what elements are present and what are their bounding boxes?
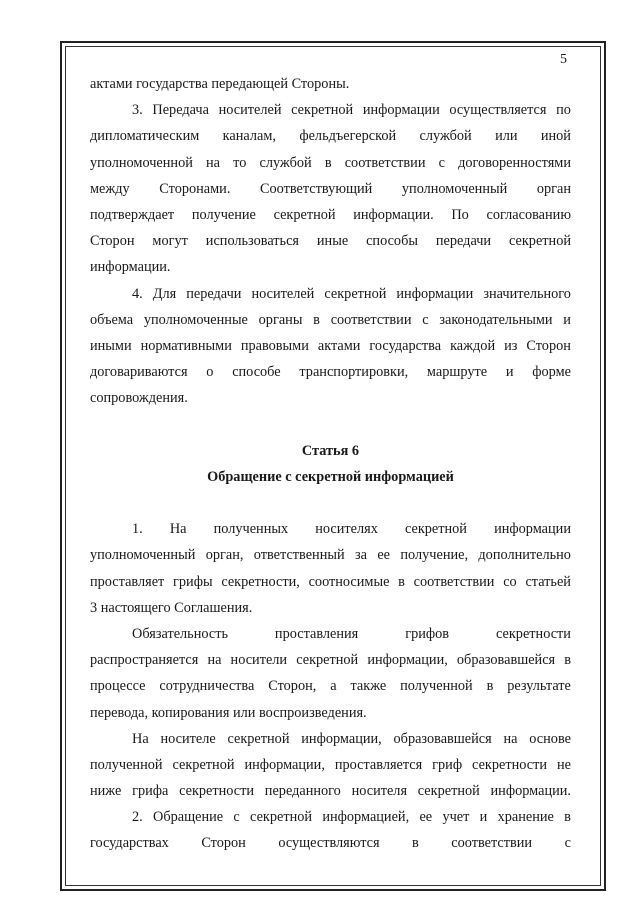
word: передачи xyxy=(435,233,492,250)
word: фельдъегерской xyxy=(299,128,397,145)
word: ответственный xyxy=(253,547,345,564)
word: уполномоченные xyxy=(143,311,248,328)
word: Обращение xyxy=(153,809,224,826)
word: ее xyxy=(419,809,433,826)
word: Сторон, xyxy=(268,678,317,695)
text-line: перевода, копирования или воспроизведения. xyxy=(90,704,367,721)
word: носителе xyxy=(160,730,216,747)
word: грифов xyxy=(405,625,450,642)
article-heading: Статья 6 xyxy=(301,442,360,459)
word: подтверждает xyxy=(90,206,175,223)
word: носителя xyxy=(351,783,408,800)
text-line xyxy=(90,830,571,856)
word: гриф xyxy=(432,756,463,773)
word: получение xyxy=(191,206,256,223)
word: информации, xyxy=(244,756,325,773)
word: транспортировки, xyxy=(299,364,409,381)
word: государства xyxy=(369,337,442,354)
word: грифа xyxy=(132,783,169,800)
word: секретной xyxy=(227,730,290,747)
word: носителей xyxy=(251,285,315,302)
word: маршруте xyxy=(426,364,488,381)
word: на xyxy=(503,730,518,747)
word: Сторон xyxy=(201,835,246,852)
word: орган, xyxy=(205,547,244,564)
word: форме xyxy=(532,364,571,381)
word: секретной xyxy=(508,233,571,250)
word: договариваются xyxy=(90,364,188,381)
word: на xyxy=(206,154,221,171)
article-heading: Обращение с секретной информацией xyxy=(207,468,454,485)
word: согласованию xyxy=(486,206,571,223)
word: соответствии xyxy=(330,311,412,328)
word: ниже xyxy=(90,783,122,800)
word: статьей xyxy=(525,573,571,590)
blank-line xyxy=(90,490,571,516)
word: со xyxy=(503,573,517,590)
text-line xyxy=(90,281,571,307)
word: Сторон xyxy=(526,337,571,354)
text-line xyxy=(90,726,571,752)
word: получение, xyxy=(400,547,469,564)
word: хранение xyxy=(497,809,554,826)
word: секретной xyxy=(250,809,313,826)
word: в xyxy=(412,835,419,852)
word: в xyxy=(313,311,320,328)
word: основе xyxy=(529,730,571,747)
word: из xyxy=(504,337,518,354)
word: распространяется xyxy=(90,652,199,669)
word: носителей xyxy=(218,102,282,119)
word: также xyxy=(350,678,387,695)
word: иной xyxy=(540,128,571,145)
word: и xyxy=(505,364,514,381)
word: ее xyxy=(377,547,391,564)
word: Передача xyxy=(152,102,209,119)
word: каналам, xyxy=(222,128,276,145)
text-line xyxy=(90,542,571,568)
text-line xyxy=(90,569,571,595)
word: Обязательность xyxy=(132,625,228,642)
word: учет xyxy=(442,809,470,826)
word: результате xyxy=(507,678,571,695)
word: с xyxy=(233,809,240,826)
word: секретной xyxy=(324,285,387,302)
text-line xyxy=(90,359,571,385)
word: соответствии xyxy=(344,154,426,171)
word: На xyxy=(132,730,149,747)
word: на xyxy=(207,652,222,669)
word: то xyxy=(233,154,247,171)
word: уполномоченной xyxy=(90,154,193,171)
word: информации xyxy=(396,285,474,302)
word: государствах xyxy=(90,835,169,852)
page-number: 5 xyxy=(560,52,567,67)
word: Для xyxy=(152,285,177,302)
text-line xyxy=(90,307,571,333)
text-line xyxy=(90,176,571,202)
text-line xyxy=(90,778,571,804)
document-body xyxy=(90,71,571,857)
word: образовавшейся xyxy=(456,652,556,669)
word: секретности xyxy=(496,625,571,642)
word: или xyxy=(495,128,518,145)
word: договоренностями xyxy=(458,154,571,171)
word: По xyxy=(451,206,469,223)
text-line xyxy=(90,673,571,699)
word: секретной xyxy=(404,521,467,538)
word: в xyxy=(398,573,405,590)
word: 4. xyxy=(132,285,143,302)
word: в xyxy=(324,154,332,171)
word: способе xyxy=(232,364,281,381)
text-line: актами государства передающей Стороны. xyxy=(90,76,350,92)
text-line xyxy=(90,647,571,673)
word: полученной xyxy=(90,756,163,773)
word: секретной xyxy=(291,102,354,119)
word: с xyxy=(438,154,445,171)
text-line xyxy=(90,516,571,542)
word: органы xyxy=(258,311,303,328)
word: процессе xyxy=(90,678,146,695)
word: секретной xyxy=(417,783,480,800)
word: дополнительно xyxy=(478,547,571,564)
word: значительного xyxy=(483,285,571,302)
word: проставляется xyxy=(334,756,423,773)
word: правовыми xyxy=(240,337,309,354)
word: и xyxy=(479,809,488,826)
text-line xyxy=(90,123,571,149)
word: сотрудничества xyxy=(159,678,255,695)
text-line: 3 настоящего Соглашения. xyxy=(90,599,253,616)
word: информации. xyxy=(353,206,434,223)
word: проставляет xyxy=(90,573,165,590)
word: нормативными xyxy=(140,337,232,354)
word: секретности xyxy=(472,756,548,773)
word: актами xyxy=(317,337,361,354)
word: могут xyxy=(152,233,188,250)
text-line xyxy=(90,752,571,778)
word: носителях xyxy=(315,521,378,538)
word: между xyxy=(90,180,130,197)
word: На xyxy=(169,521,187,538)
text-line xyxy=(90,202,571,228)
text-line: сопровождения. xyxy=(90,390,188,407)
word: в xyxy=(564,809,571,826)
text-line xyxy=(90,804,571,830)
word: не xyxy=(556,756,571,773)
word: дипломатическим xyxy=(90,128,200,145)
word: использоваться xyxy=(205,233,299,250)
word: переданного xyxy=(264,783,341,800)
word: информации xyxy=(494,521,571,538)
word: и xyxy=(563,311,571,328)
word: Соответствующий xyxy=(259,180,373,197)
word: полученной xyxy=(400,678,473,695)
word: объема xyxy=(90,311,134,328)
word: за xyxy=(354,547,367,564)
word: информации, xyxy=(367,652,448,669)
word: Сторон xyxy=(90,233,135,250)
word: информации xyxy=(362,102,440,119)
word: уполномоченный xyxy=(401,180,508,197)
word: секретной xyxy=(172,756,235,773)
word: по xyxy=(556,102,571,119)
word: иные xyxy=(316,233,349,250)
word: осуществляются xyxy=(278,835,380,852)
text-line xyxy=(90,150,571,176)
word: службой xyxy=(419,128,472,145)
word: 2. xyxy=(132,809,143,826)
word: законодательными xyxy=(439,311,553,328)
word: полученных xyxy=(213,521,289,538)
word: носители xyxy=(230,652,288,669)
word: секретной xyxy=(296,652,359,669)
text-line: информации. xyxy=(90,259,171,276)
word: способы xyxy=(366,233,418,250)
word: каждой xyxy=(450,337,496,354)
word: информацией, xyxy=(322,809,410,826)
text-line xyxy=(90,228,571,254)
word: проставления xyxy=(274,625,359,642)
word: в xyxy=(486,678,494,695)
word: орган xyxy=(536,180,571,197)
text-line xyxy=(90,97,571,123)
word: о xyxy=(206,364,214,381)
word: соотносимые xyxy=(308,573,390,590)
word: информации, xyxy=(301,730,382,747)
blank-line xyxy=(90,411,571,437)
word: секретности xyxy=(179,783,255,800)
word: передачи xyxy=(186,285,242,302)
word: грифы xyxy=(173,573,213,590)
word: Сторонами. xyxy=(159,180,231,197)
word: осуществляется xyxy=(449,102,547,119)
text-line xyxy=(90,333,571,359)
word: 3. xyxy=(132,102,143,119)
text-line xyxy=(90,621,571,647)
word: соответствии xyxy=(413,573,495,590)
word: в xyxy=(564,652,571,669)
word: соответствии xyxy=(451,835,533,852)
word: с xyxy=(564,835,571,852)
word: секретной xyxy=(273,206,336,223)
word: 1. xyxy=(132,521,143,538)
word: а xyxy=(330,678,337,695)
word: уполномоченный xyxy=(90,547,196,564)
word: секретности, xyxy=(221,573,300,590)
word: службой xyxy=(259,154,312,171)
word: информации. xyxy=(490,783,571,800)
word: с xyxy=(422,311,429,328)
word: иными xyxy=(90,337,132,354)
word: образовавшейся xyxy=(393,730,492,747)
